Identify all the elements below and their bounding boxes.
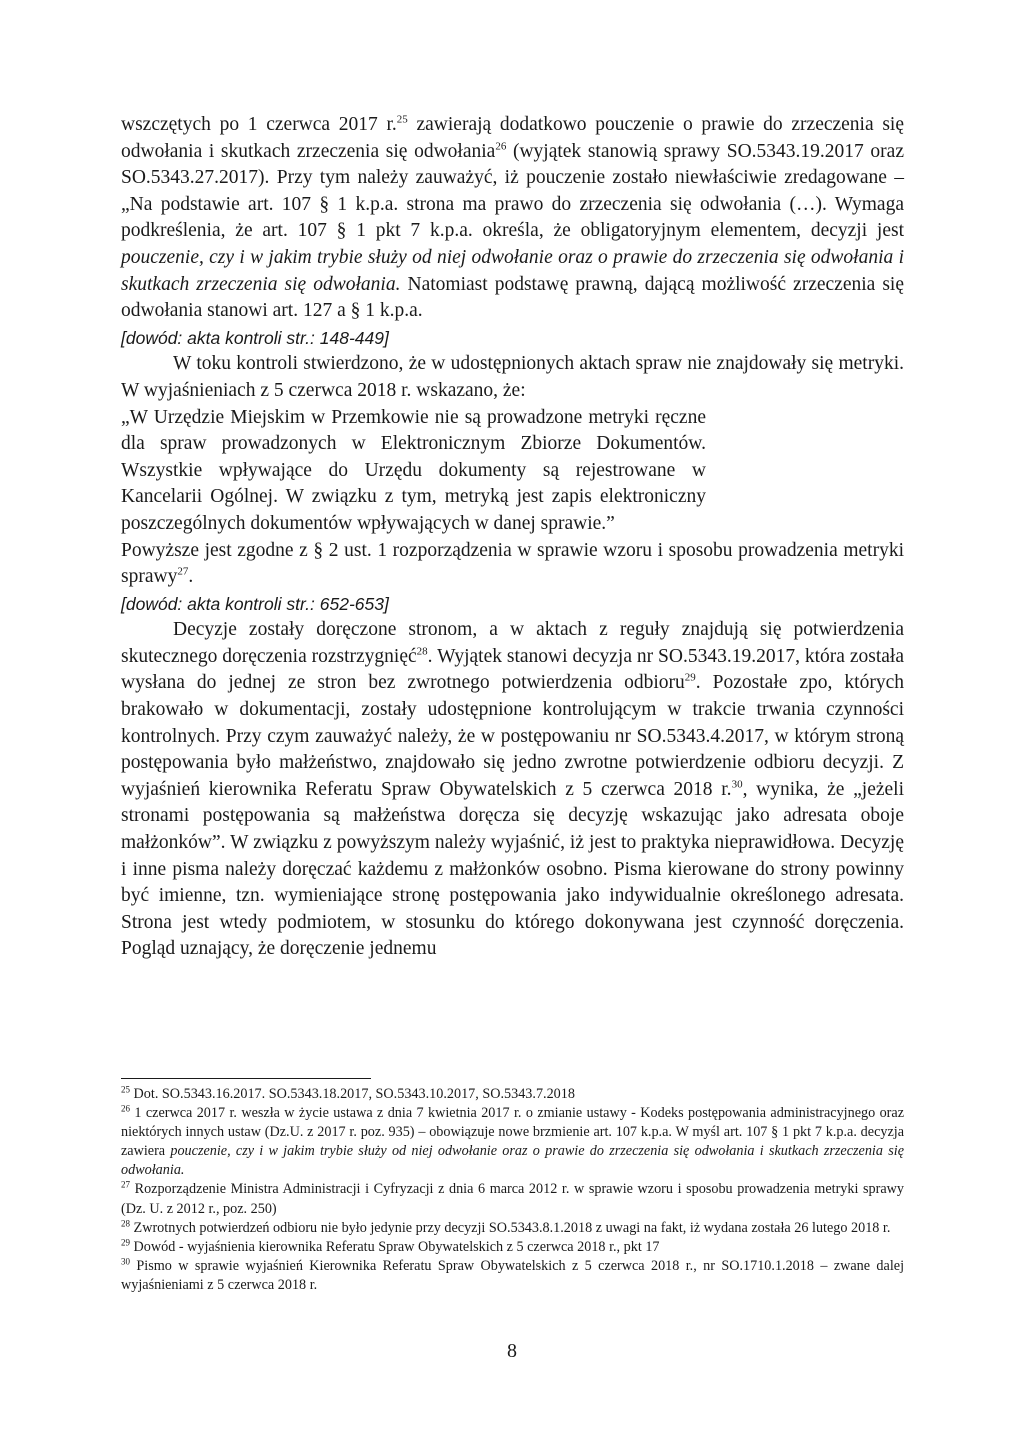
footnote-divider	[121, 1078, 371, 1079]
footnote-27: $^{27}$ Rozporządzenie Ministra Administracji i Cyfryzacji z dnia 6 marca 2012 r. w sprawie wzoru i sposobu prowadzenia metryki sprawy (Dz. U. z 2012 r., poz. 250)	[121, 1179, 905, 1217]
footnote-ref-30: 30	[731, 778, 743, 791]
footnote-ref-28: 28	[416, 645, 428, 658]
paragraph-metryki: W toku kontroli stwierdzono, że w udostępnionych aktach spraw nie znajdowały się metryki. W wyjaśnieniach z 5 czerwca 2018 r. wskazano, że:	[121, 353, 904, 401]
footnotes	[121, 1085, 904, 1295]
footnote-ref-25: 25	[396, 113, 408, 126]
footnote-ref-26: 26	[495, 140, 507, 153]
page-number: 8	[507, 1340, 517, 1362]
quoted-legal-text: pouczenie, czy i w jakim trybie służy od niej odwołanie oraz o prawie do zrzeczenia się odwołania i skutkach zrzeczenia się odwołania.	[121, 246, 904, 295]
paragraph-pouczenie: wszczętych po 1 czerwca 2017 r.$^{25}$ zawierają dodatkowo pouczenie o prawie do zrzeczenia się odwołania i skutkach zrzeczenia się odwołania$^{26}$ (wyjątek stanowią sprawy SO.5343.19.2017 oraz SO.5343.27.2017). Przy tym należy zauważyć, iż pouczenie zostało niewłaściwie zredagowane – „Na podstawie art. 107 § 1 k.p.a. strona ma prawo do zrzeczenia się odwołania (…). Wymaga podkreślenia, że art. 107 § 1 pkt 7 k.p.a. określa, że obligatoryjnym elementem, decyzji jest pouczenie, czy i w jakim trybie służy od niej odwołanie oraz o prawie do zrzeczenia się odwołania i skutkach zrzeczenia się odwołania. Natomiast podstawę prawną, dającą możliwość zrzeczenia się odwołania stanowi art. 127 a § 1 k.p.a.	[121, 113, 904, 322]
paragraph-decyzje: Decyzje zostały doręczone stronom, a w aktach z reguły znajdują się potwierdzenia skutecznego doręczenia rozstrzygnięć$^{28}$. Wyjątek stanowi decyzja nr SO.5343.19.2017, która została wysłana do jednej ze stron bez zwrotnego potwierdzenia odbioru$^{29}$. Pozostałe zpo, których brakowało w dokumentacji, zostały udostępnione kontrolującym w trakcie trwania czynności kontrolnych. Przy czym zauważyć należy, że w postępowaniu nr SO.5343.4.2017, w którym stroną postępowania było małżeństwo, znajdowało się jedno zwrotne potwierdzenie odbioru decyzji. Z wyjaśnień kierownika Referatu Spraw Obywatelskich z 5 czerwca 2018 r.$^{30}$, wynika, że „jeżeli stronami postępowania są małżeństwa doręcza się decyzję wskazując jako adresata oboje małżonków”. W związku z powyższym należy wyjaśnić, iż jest to praktyka nieprawidłowa. Decyzję i inne pisma należy doręczać każdemu z małżonków osobno. Pisma kierowane do strony powinny być imienne, tzn. wymieniające stronę postępowania jako indywidualnie określonego adresata. Strona jest wtedy podmiotem, w stosunku do którego dokonywana jest czynność doręczenia. Pogląd uznający, że doręczenie jednemu	[121, 619, 904, 960]
block-quote: „W Urzędzie Miejskim w Przemkowie nie są prowadzone metryki ręczne dla spraw prowadzonych w Elektronicznym Zbiorze Dokumentów. Wszystkie wpływające do Urzędu dokumenty są rejestrowane w Kancelarii Ogólnej. W związku z tym, metryką jest zapis elektroniczny poszczególnych dokumentów wpływających w danej sprawie.”	[121, 406, 706, 534]
evidence-reference-2: [dowód: akta kontroli str.: 652-653]	[121, 593, 389, 614]
footnote-ref-29: 29	[684, 671, 696, 684]
footnote-ref-27: 27	[177, 565, 189, 578]
footnote-25: $^{25}$ Dot. SO.5343.16.2017. SO.5343.18.2017, SO.5343.10.2017, SO.5343.7.2018	[121, 1084, 575, 1102]
page-body	[121, 112, 904, 963]
footnote-28: $^{28}$ Zwrotnych potwierdzeń odbioru nie było jedynie przy decyzji SO.5343.8.1.2018 z uwagi na fakt, iż wydana została 26 lutego 2018 r.	[121, 1217, 891, 1236]
evidence-reference-1: [dowód: akta kontroli str.: 148-449]	[121, 327, 389, 348]
footnote-30: $^{30}$ Pismo w sprawie wyjaśnień Kierownika Referatu Spraw Obywatelskich z 5 czerwca 2018 r., nr SO.1710.1.2018 – zwane dalej wyjaśnieniami z 5 czerwca 2018 r.	[121, 1256, 905, 1293]
main-text	[121, 112, 904, 963]
footnote-26: $^{26}$ 1 czerwca 2017 r. weszła w życie ustawa z dnia 7 kwietnia 2017 r. o zmianie ustawy - Kodeks postępowania administracyjnego oraz niektórych innych ustaw (Dz.U. z 2017 r. poz. 935) – obowiązuje nowe brzmienie art. 107 k.p.a. W myśl art. 107 § 1 pkt 7 k.p.a. decyzja zawiera pouczenie, czy i w jakim trybie służy od niej odwołanie oraz o prawie do zrzeczenia się odwołania i skutkach zrzeczenia się odwołania.	[121, 1103, 904, 1179]
footnote-29: $^{29}$ Dowód - wyjaśnienia kierownika Referatu Spraw Obywatelskich z 5 czerwca 2018 r., pkt 17	[121, 1237, 660, 1255]
paragraph-powyzsze: Powyższe jest zgodne z § 2 ust. 1 rozporządzenia w sprawie wzoru i sposobu prowadzenia metryki sprawy$^{27}$.	[121, 539, 904, 588]
